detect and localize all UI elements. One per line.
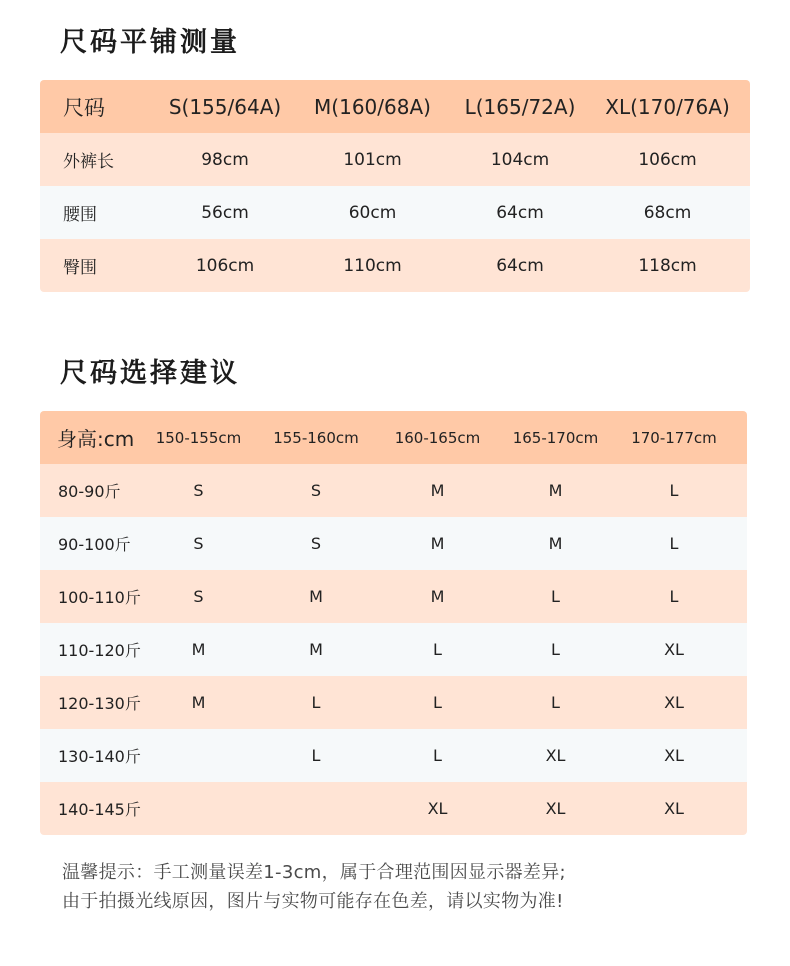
row-label: 80-90斤 — [58, 482, 121, 501]
measure-section-title: 尺码平铺测量 — [60, 27, 240, 58]
table-cell: 98cm — [201, 149, 249, 170]
row-label: 140-145斤 — [58, 800, 141, 819]
table-cell: M — [309, 640, 323, 659]
table-cell: S — [310, 481, 322, 500]
table-cell: M — [309, 587, 323, 606]
table-cell: L — [669, 587, 679, 606]
table-cell: 56cm — [201, 202, 249, 223]
table-cell: L — [551, 693, 560, 712]
table-cell: S — [310, 534, 322, 553]
table-cell: M — [191, 693, 206, 712]
table-cell: 110cm — [343, 255, 402, 276]
table-cell: L — [433, 640, 442, 659]
table-cell: M — [430, 587, 445, 606]
table-cell: XL — [664, 640, 684, 659]
table-row — [40, 186, 750, 239]
table-row — [40, 464, 747, 517]
table-cell: 60cm — [348, 202, 397, 223]
row-label: 120-130斤 — [58, 694, 141, 713]
table-header-row — [40, 411, 747, 464]
header-cell: 150-155cm — [155, 428, 242, 447]
table-cell: M — [430, 534, 445, 553]
table-cell: 106cm — [638, 149, 697, 170]
header-cell: 尺码 — [63, 95, 105, 120]
table-cell: L — [551, 587, 560, 606]
table-cell: M — [191, 640, 206, 659]
row-label: 外裤长 — [63, 152, 114, 172]
size-measurement-table — [40, 80, 750, 292]
table-cell: S — [193, 587, 204, 606]
table-cell: XL — [664, 746, 684, 765]
table-cell: 118cm — [638, 255, 697, 276]
size-suggestion-table — [40, 411, 747, 835]
header-cell: 170-177cm — [631, 428, 717, 447]
table-cell: M — [548, 534, 563, 553]
table-row — [40, 517, 747, 570]
row-label: 臀围 — [63, 258, 97, 278]
row-label: 100-110斤 — [58, 588, 141, 607]
row-label: 130-140斤 — [58, 747, 141, 766]
header-cell: S(155/64A) — [168, 94, 282, 119]
table-cell: XL — [427, 799, 448, 818]
table-row — [40, 570, 747, 623]
table-cell: 64cm — [496, 255, 544, 276]
table-cell: L — [433, 746, 442, 765]
table-cell: 68cm — [643, 202, 692, 223]
row-label: 110-120斤 — [58, 641, 141, 660]
table-cell: L — [311, 746, 321, 765]
table-cell: 106cm — [195, 255, 255, 276]
suggest-section-title: 尺码选择建议 — [60, 358, 240, 389]
table-cell: S — [193, 534, 204, 553]
header-cell: 身高:cm — [57, 427, 135, 451]
tips-line: 温馨提示：手工测量误差1-3cm，属于合理范围因显示器差异; — [62, 862, 566, 883]
header-cell: XL(170/76A) — [605, 94, 730, 119]
tips-line: 由于拍摄光线原因，图片与实物可能存在色差，请以实物为准! — [62, 891, 564, 912]
table-cell: 64cm — [496, 202, 544, 223]
table-cell: M — [430, 481, 445, 500]
tips-note — [62, 858, 566, 916]
table-row — [40, 239, 750, 292]
header-cell: M(160/68A) — [314, 94, 431, 119]
header-cell: L(165/72A) — [464, 94, 576, 119]
table-cell: S — [193, 481, 204, 500]
table-cell: M — [548, 481, 563, 500]
table-cell: XL — [664, 799, 684, 818]
table-row — [40, 782, 747, 835]
row-label: 90-100斤 — [58, 535, 131, 554]
table-cell: L — [669, 481, 679, 500]
table-row — [40, 623, 747, 676]
table-cell: L — [433, 693, 442, 712]
table-cell: L — [311, 693, 321, 712]
table-row — [40, 676, 747, 729]
table-cell: XL — [664, 693, 684, 712]
table-row — [40, 133, 750, 186]
row-label: 腰围 — [63, 205, 97, 225]
table-cell: XL — [545, 746, 566, 765]
table-header-row — [40, 80, 750, 133]
table-cell: L — [669, 534, 679, 553]
header-cell: 155-160cm — [273, 428, 359, 447]
table-cell: 101cm — [343, 149, 402, 170]
table-cell: 104cm — [490, 149, 550, 170]
header-cell: 160-165cm — [394, 428, 481, 447]
header-cell: 165-170cm — [512, 428, 599, 447]
table-cell: L — [551, 640, 560, 659]
table-row — [40, 729, 747, 782]
table-cell: XL — [545, 799, 566, 818]
